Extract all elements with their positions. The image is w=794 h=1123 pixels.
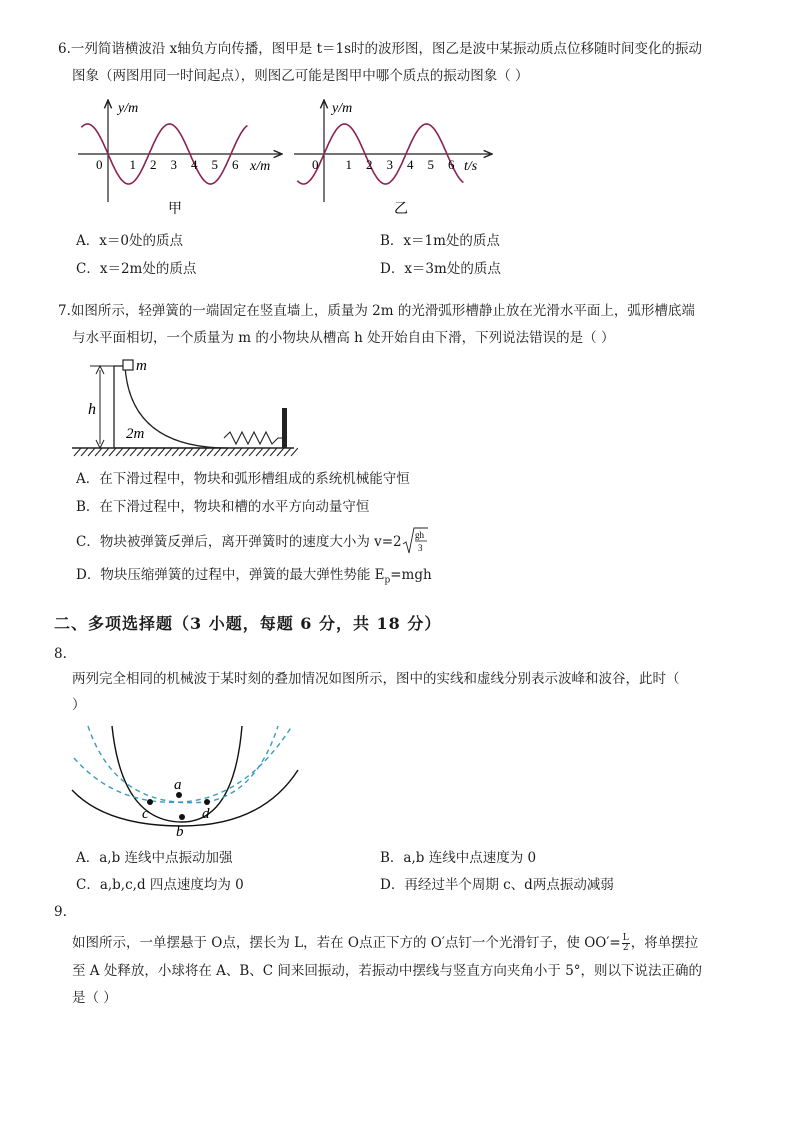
fraction-L-over-2: $\frac{L}{2}$ [622, 933, 629, 953]
tick-label-1: 1 [129, 157, 136, 172]
tick-label-2: 2 [366, 157, 373, 172]
label-c: c [142, 806, 149, 822]
q6-figure-wave [70, 96, 290, 220]
q8-stem-line1: 两列完全相同的机械波于某时刻的叠加情况如图所示，图中的实线和虚线分别表示波峰和波谷，此时（ [72, 671, 680, 687]
label-a: a [174, 777, 182, 793]
label-b: b [176, 824, 184, 840]
q8-option-c: C．a,b,c,d 四点速度均为 0 [76, 877, 244, 893]
tick-label-0: 0 [312, 157, 319, 172]
tick-label-2: 2 [150, 157, 157, 172]
point-c [147, 799, 153, 805]
q6-option-b: B．x＝1m处的质点 [380, 233, 500, 249]
tick-label-1: 1 [345, 157, 352, 172]
tick-label-6: 6 [448, 157, 455, 172]
tick-label-3: 3 [170, 157, 177, 172]
svg-text:gh: gh [414, 529, 424, 540]
height-label: h [88, 401, 96, 418]
figure-caption: 甲 [168, 202, 182, 217]
q7-option-d: D．物块压缩弹簧的过程中，弹簧的最大弹性势能 $E_p=mgh$ [76, 567, 432, 586]
q7-stem-line1: 7.如图所示，轻弹簧的一端固定在竖直墙上，质量为 2m 的光滑弧形槽静止放在光滑水平面上，弧形槽底端 [58, 303, 695, 319]
q9-stem-line1: 如图所示，一单摆悬于 O点，摆长为 L，若在 O点正下方的 O′点钉一个光滑钉子，使 OO′= $\frac{L}{2}$ ，将单摆拉 [72, 933, 699, 953]
wall [282, 408, 287, 448]
crest-left-inner [112, 726, 242, 822]
figure-caption: 乙 [394, 202, 408, 217]
spring [224, 432, 284, 444]
q7-figure-trough [68, 352, 298, 462]
q6-stem-line2: 图象（两图用同一时间起点），则图乙可能是图甲中哪个质点的振动图象（ ） [72, 68, 529, 84]
q9-number: 9. [54, 904, 67, 920]
tick-label-6: 6 [232, 157, 239, 172]
q6-stem-line1: 6.一列简谐横波沿 x轴负方向传播，图甲是 t＝1s时的波形图，图乙是波中某振动质点位移随时间变化的振动 [58, 41, 703, 57]
q7-option-a: A．在下滑过程中，物块和弧形槽组成的系统机械能守恒 [76, 471, 410, 487]
q8-figure-interference [66, 722, 306, 842]
svg-text:3: 3 [417, 542, 423, 553]
q6-option-c: C．x＝2m处的质点 [76, 261, 197, 277]
sqrt-fraction [402, 529, 428, 553]
q7-option-b: B．在下滑过程中，物块和槽的水平方向动量守恒 [76, 499, 370, 515]
small-block [123, 360, 133, 370]
t-axis-label: t/s [464, 159, 478, 174]
x-axis-label: x/m [250, 159, 271, 174]
block-label: m [136, 358, 147, 374]
tick-label-5: 5 [427, 157, 434, 172]
label-d: d [202, 806, 210, 822]
q8-option-b: B．a,b 连线中点速度为 0 [380, 850, 537, 866]
q8-option-d: D．再经过半个周期 c、d两点振动减弱 [380, 877, 614, 893]
section-title: 二、多项选择题（3 小题，每题 6 分，共 18 分） [54, 614, 442, 633]
q7-option-c: C．物块被弹簧反弹后，离开弹簧时的速度大小为 v=2 gh 3 [76, 533, 428, 552]
trough-mass-label: 2m [126, 426, 145, 442]
q7-stem-line2: 与水平面相切，一个质量为 m 的小物块从槽高 h 处开始自由下滑，下列说法错误的是（ ） [72, 330, 615, 346]
point-b [179, 814, 185, 820]
q6-option-d: D．x＝3m处的质点 [380, 261, 501, 277]
tick-label-0: 0 [96, 157, 103, 172]
trough-1 [74, 726, 292, 802]
tick-label-4: 4 [191, 157, 198, 172]
q9-stem-line3: 是（ ） [72, 990, 117, 1006]
tick-label-4: 4 [407, 157, 414, 172]
point-d [204, 799, 210, 805]
y-axis-label: y/m [332, 101, 353, 116]
tick-label-3: 3 [386, 157, 393, 172]
q9-stem-line2: 至 A 处释放，小球将在 A、B、C 间来回振动，若振动中摆线与竖直方向夹角小于 5°，则以下说法正确的 [72, 963, 703, 979]
y-axis-label: y/m [118, 101, 139, 116]
q8-option-a: A．a,b 连线中点振动加强 [76, 850, 233, 866]
q8-stem-line2: ） [72, 697, 86, 713]
crest-outer [72, 770, 298, 826]
q6-figure-vibration [286, 96, 506, 220]
q8-number: 8. [54, 646, 67, 662]
q6-option-a: A．x＝0处的质点 [76, 233, 183, 249]
tick-label-5: 5 [211, 157, 218, 172]
